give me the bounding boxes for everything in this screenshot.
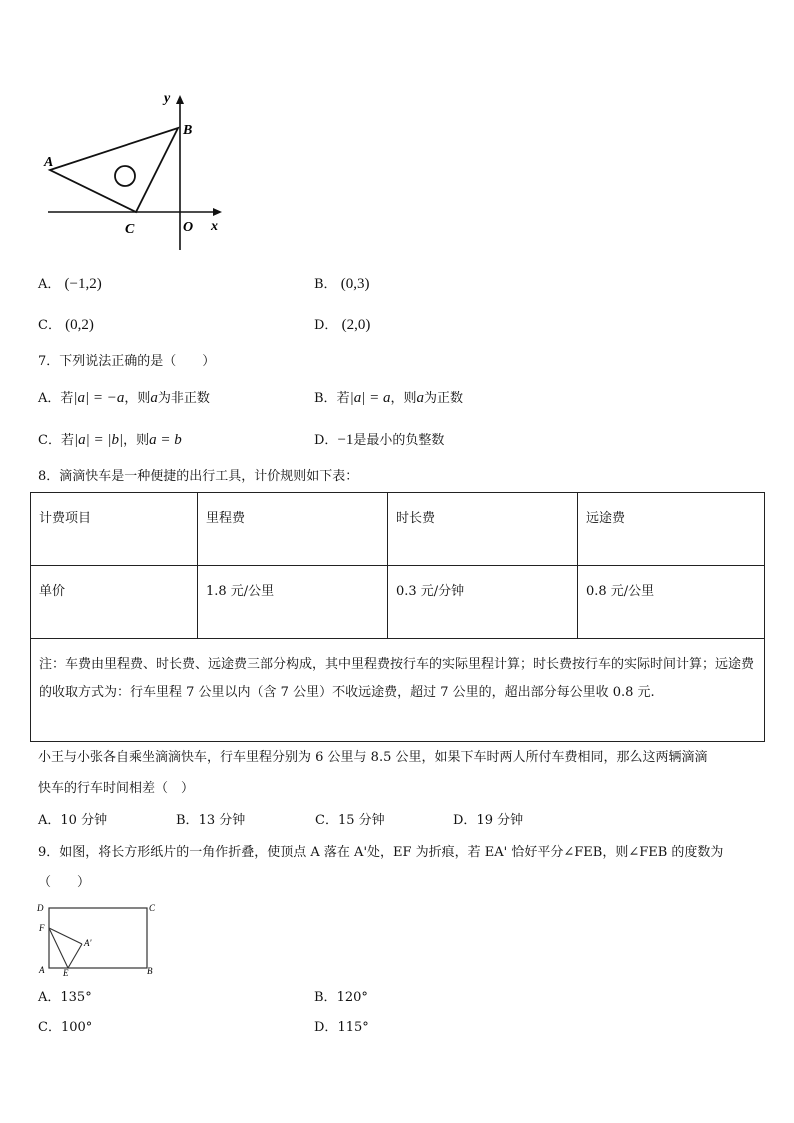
- coordinate-figure: [40, 90, 230, 255]
- fare-mileage-price: 1.8 元/公里: [198, 566, 388, 639]
- q9-option-b: B．120°: [314, 990, 368, 1005]
- fare-header-item: 计费项目: [31, 493, 198, 566]
- fare-longdistance-price: 0.8 元/公里: [578, 566, 765, 639]
- q8-option-a: A．10 分钟: [38, 813, 108, 828]
- fare-row-label: 单价: [31, 566, 198, 639]
- fare-header-mileage: 里程费: [198, 493, 388, 566]
- fare-header-longdistance: 远途费: [578, 493, 765, 566]
- q6-option-b: B． (0,3): [314, 276, 370, 292]
- q9-option-a: A．135°: [38, 990, 92, 1005]
- q7-stem: 7．下列说法正确的是（ ）: [38, 354, 216, 369]
- q9-option-d: D．115°: [314, 1020, 369, 1035]
- fare-duration-price: 0.3 元/分钟: [388, 566, 578, 639]
- q7-option-d: D．−1是最小的负整数: [314, 432, 445, 448]
- x-axis-label: x: [211, 219, 218, 234]
- q7-option-b: B．若|a| = a，则a为正数: [314, 390, 463, 406]
- q8-question-line2: 快车的行车时间相差（ ）: [38, 781, 195, 796]
- fare-table: [30, 492, 765, 742]
- rect-label-a-prime: A': [84, 938, 92, 948]
- q8-option-b: B．13 分钟: [176, 813, 246, 828]
- point-a-label: A: [44, 155, 54, 170]
- q9-stem-line2: （ ）: [38, 875, 91, 890]
- q9-stem-line1: 9．如图，将长方形纸片的一角作折叠，使顶点 A 落在 A'处，EF 为折痕，若 EA' 恰好平分∠FEB，则∠FEB 的度数为: [38, 845, 724, 860]
- rect-label-f: F: [39, 923, 45, 933]
- q6-option-d: D． (2,0): [314, 317, 371, 333]
- rect-label-c: C: [149, 903, 156, 913]
- q8-question-line1: 小王与小张各自乘坐滴滴快车，行车里程分别为 6 公里与 8.5 公里，如果下车时两人所付车费相同，那么这两辆滴滴: [38, 750, 708, 765]
- point-b-label: B: [183, 123, 193, 138]
- origin-label: O: [183, 220, 194, 235]
- q8-option-c: C．15 分钟: [315, 813, 385, 828]
- rect-label-a: A: [39, 965, 45, 975]
- fare-header-duration: 时长费: [388, 493, 578, 566]
- y-axis-label: y: [164, 91, 171, 106]
- rect-label-b: B: [147, 966, 153, 976]
- q7-option-c: C．若|a| = |b|，则a = b: [38, 432, 182, 448]
- folded-rectangle-figure: [34, 900, 164, 980]
- q8-option-d: D．19 分钟: [453, 813, 524, 828]
- rect-label-d: D: [37, 903, 44, 913]
- q7-option-a: A．若|a| = −a，则a为非正数: [38, 390, 210, 406]
- q8-stem: 8．滴滴快车是一种便捷的出行工具，计价规则如下表：: [38, 469, 359, 484]
- fare-note: 注：车费由里程费、时长费、远途费三部分构成，其中里程费按行车的实际里程计算；时长费按行车的实际时间计算；远途费的收取方式为：行车里程 7 公里以内（含 7 公里）不收远途费，超过 7 公里的，超出部分每公里收 0.8 元.: [31, 639, 765, 742]
- q6-option-a: A． (−1,2): [38, 276, 102, 292]
- q9-option-c: C．100°: [38, 1020, 93, 1035]
- point-c-label: C: [125, 222, 135, 237]
- rect-label-e: E: [63, 968, 69, 978]
- q6-option-c: C． (0,2): [38, 317, 94, 333]
